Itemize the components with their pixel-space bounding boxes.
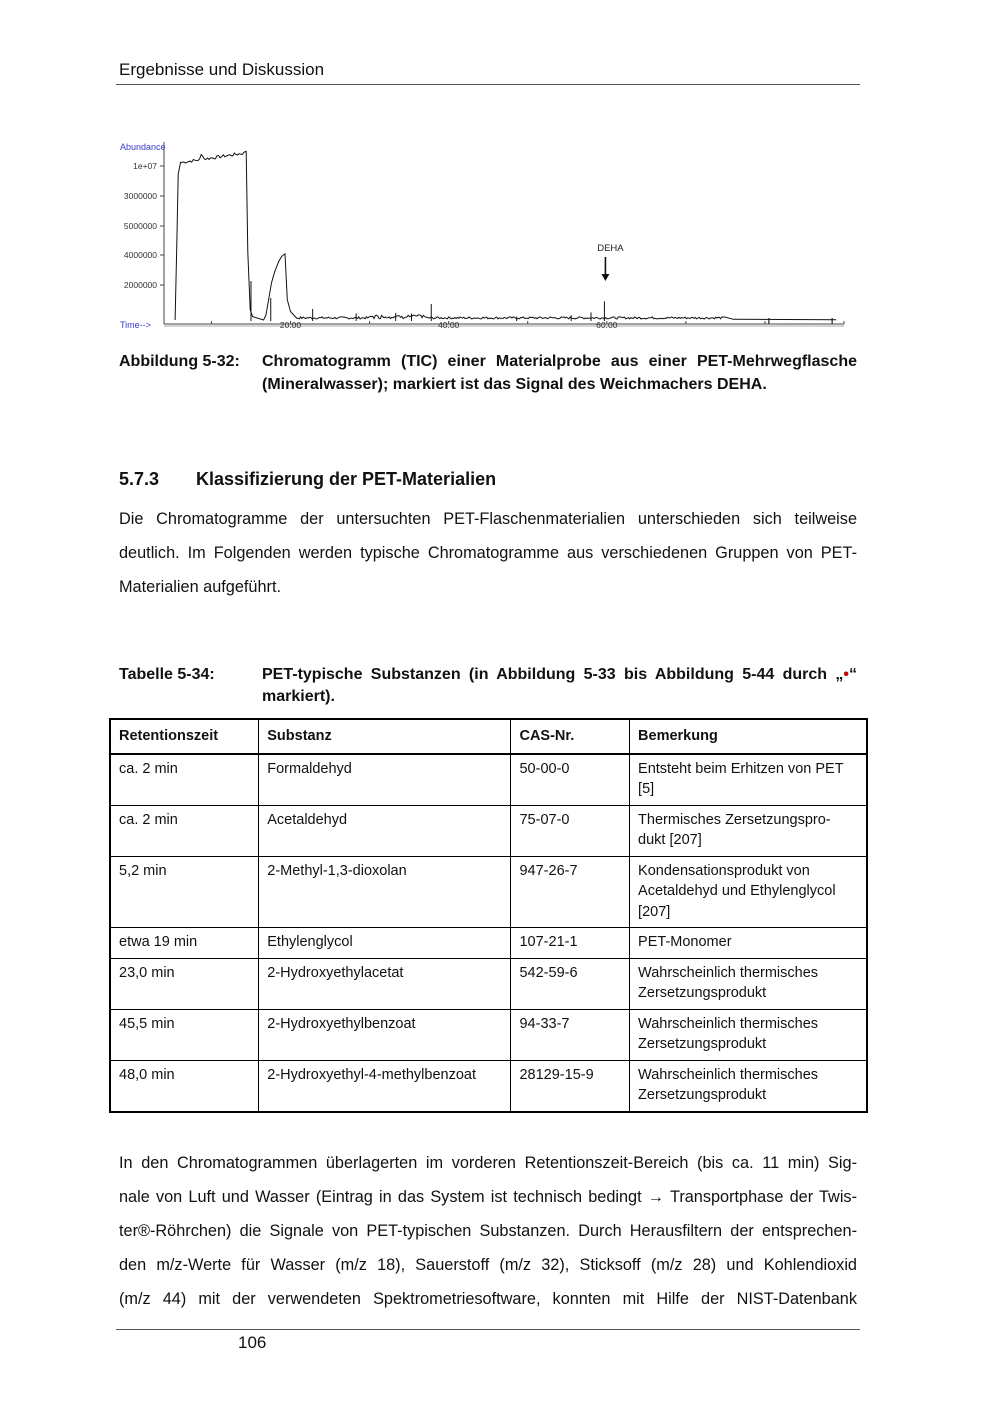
x-tick-label: 20.00	[279, 320, 302, 330]
paragraph-line: Die Chromatogramme der untersuchten PET-Flaschenmaterialien unterschieden sich teilweise	[119, 510, 857, 528]
footer-rule	[116, 1329, 860, 1330]
table-row	[110, 1060, 867, 1112]
paragraph-line: Materialien aufgeführt.	[119, 578, 282, 596]
table-cell: ca. 2 min	[110, 805, 259, 856]
table-header-row	[110, 719, 867, 754]
red-dot-marker-icon: •	[843, 666, 849, 683]
table-row	[110, 856, 867, 928]
paragraph-line: den m/z-Werte für Wasser (m/z 18), Sauerstoff (m/z 32), Sticksoff (m/z 28) und Kohlendioxid	[119, 1256, 857, 1274]
paragraph-line: nale von Luft und Wasser (Eintrag in das System ist technisch bedingt → Transportphase der Twis-	[119, 1188, 857, 1206]
y-tick-label: 4000000	[123, 250, 157, 260]
table-cell: Thermisches Zersetzungspro-dukt [207]	[630, 805, 867, 856]
paragraph-line: In den Chromatogrammen überlagerten im vorderen Retentionszeit-Bereich (bis ca. 11 min) Sig-	[119, 1154, 857, 1172]
table-cell: Kondensationsprodukt von Acetaldehyd und Ethylenglycol [207]	[630, 856, 867, 928]
substances-table	[109, 718, 868, 1113]
table-cell: 2-Hydroxyethylbenzoat	[259, 1009, 511, 1060]
table-cell: Formaldehyd	[259, 754, 511, 806]
section-title: Klassifizierung der PET-Materialien	[196, 469, 497, 489]
table-cell: Wahrscheinlich thermisches Zersetzungsprodukt	[630, 1060, 867, 1112]
table-cell: Ethylenglycol	[259, 928, 511, 959]
x-tick-label: 40.00	[438, 320, 460, 330]
table-cell: 28129-15-9	[511, 1060, 630, 1112]
deha-arrowhead-icon	[601, 274, 609, 281]
table-cell: 107-21-1	[511, 928, 630, 959]
table-label: Tabelle 5-34:	[119, 666, 215, 683]
figure-caption-text: Chromatogramm (TIC) einer Materialprobe aus einer PET-Mehrwegflasche (Mineralwasser); markiert ist das Signal des Weichmachers DEHA.	[262, 353, 857, 393]
table-caption-text: PET-typische Substanzen (in Abbildung 5-33 bis Abbildung 5-44 durch „	[262, 666, 844, 683]
table-cell: Wahrscheinlich thermisches Zersetzungsprodukt	[630, 958, 867, 1009]
y-tick-label: 3000000	[123, 191, 157, 201]
x-tick-label: 60.00	[596, 320, 618, 330]
table-header-cell: Retentionszeit	[110, 719, 259, 754]
table-row	[110, 958, 867, 1009]
table-row	[110, 928, 867, 959]
paragraph-line: ter®-Röhrchen) die Signale von PET-typischen Substanzen. Durch Herausfiltern der entsprechen-	[119, 1222, 857, 1240]
chromatogram-chart	[112, 138, 852, 334]
paragraph-discussion	[119, 1146, 857, 1316]
table-cell: 2-Hydroxyethylacetat	[259, 958, 511, 1009]
x-axis-label: Time-->	[120, 320, 151, 330]
table-caption-line: markiert).	[262, 688, 335, 705]
paragraph-line: deutlich. Im Folgenden werden typische Chromatogramme aus verschiedenen Gruppen von PET-	[119, 544, 857, 562]
table-cell: PET-Monomer	[630, 928, 867, 959]
table-cell: Wahrscheinlich thermisches Zersetzungsprodukt	[630, 1009, 867, 1060]
table-cell: 48,0 min	[110, 1060, 259, 1112]
y-tick-label: 1e+07	[133, 161, 157, 171]
table-row	[110, 805, 867, 856]
y-tick-label: 5000000	[123, 221, 157, 231]
paragraph-intro	[119, 502, 857, 604]
table-cell: 23,0 min	[110, 958, 259, 1009]
table-cell: Acetaldehyd	[259, 805, 511, 856]
table-cell: ca. 2 min	[110, 754, 259, 806]
table-cell: etwa 19 min	[110, 928, 259, 959]
table-cell: 94-33-7	[511, 1009, 630, 1060]
table-header-cell: Substanz	[259, 719, 511, 754]
table-caption-line	[262, 664, 857, 686]
page-number: 106	[238, 1333, 267, 1352]
section-heading	[119, 469, 496, 490]
section-number: 5.7.3	[119, 469, 160, 489]
y-tick-label: 2000000	[123, 280, 157, 290]
page-header-title: Ergebnisse und Diskussion	[119, 60, 325, 79]
table-header-cell: CAS-Nr.	[511, 719, 630, 754]
deha-annotation-label: DEHA	[597, 243, 624, 254]
paragraph-line: (m/z 44) mit der verwendeten Spektrometriesoftware, konnten mit Hilfe der NIST-Datenbank	[119, 1290, 857, 1308]
table-row	[110, 1009, 867, 1060]
table-row	[110, 754, 867, 806]
y-axis-label: Abundance	[120, 142, 166, 152]
table-cell: 45,5 min	[110, 1009, 259, 1060]
header-rule	[116, 84, 860, 85]
figure-label: Abbildung 5-32:	[119, 353, 240, 370]
table-cell: 50-00-0	[511, 754, 630, 806]
table-header-cell: Bemerkung	[630, 719, 867, 754]
table-cell: 947-26-7	[511, 856, 630, 928]
table-caption-quote: “	[849, 666, 857, 683]
table-cell: 2-Hydroxyethyl-4-methylbenzoat	[259, 1060, 511, 1112]
table-cell: 5,2 min	[110, 856, 259, 928]
table-cell: 2-Methyl-1,3-dioxolan	[259, 856, 511, 928]
table-cell: 542-59-6	[511, 958, 630, 1009]
table-cell: Entsteht beim Erhitzen von PET [5]	[630, 754, 867, 806]
table-cell: 75-07-0	[511, 805, 630, 856]
chromatogram-trace	[175, 151, 836, 320]
